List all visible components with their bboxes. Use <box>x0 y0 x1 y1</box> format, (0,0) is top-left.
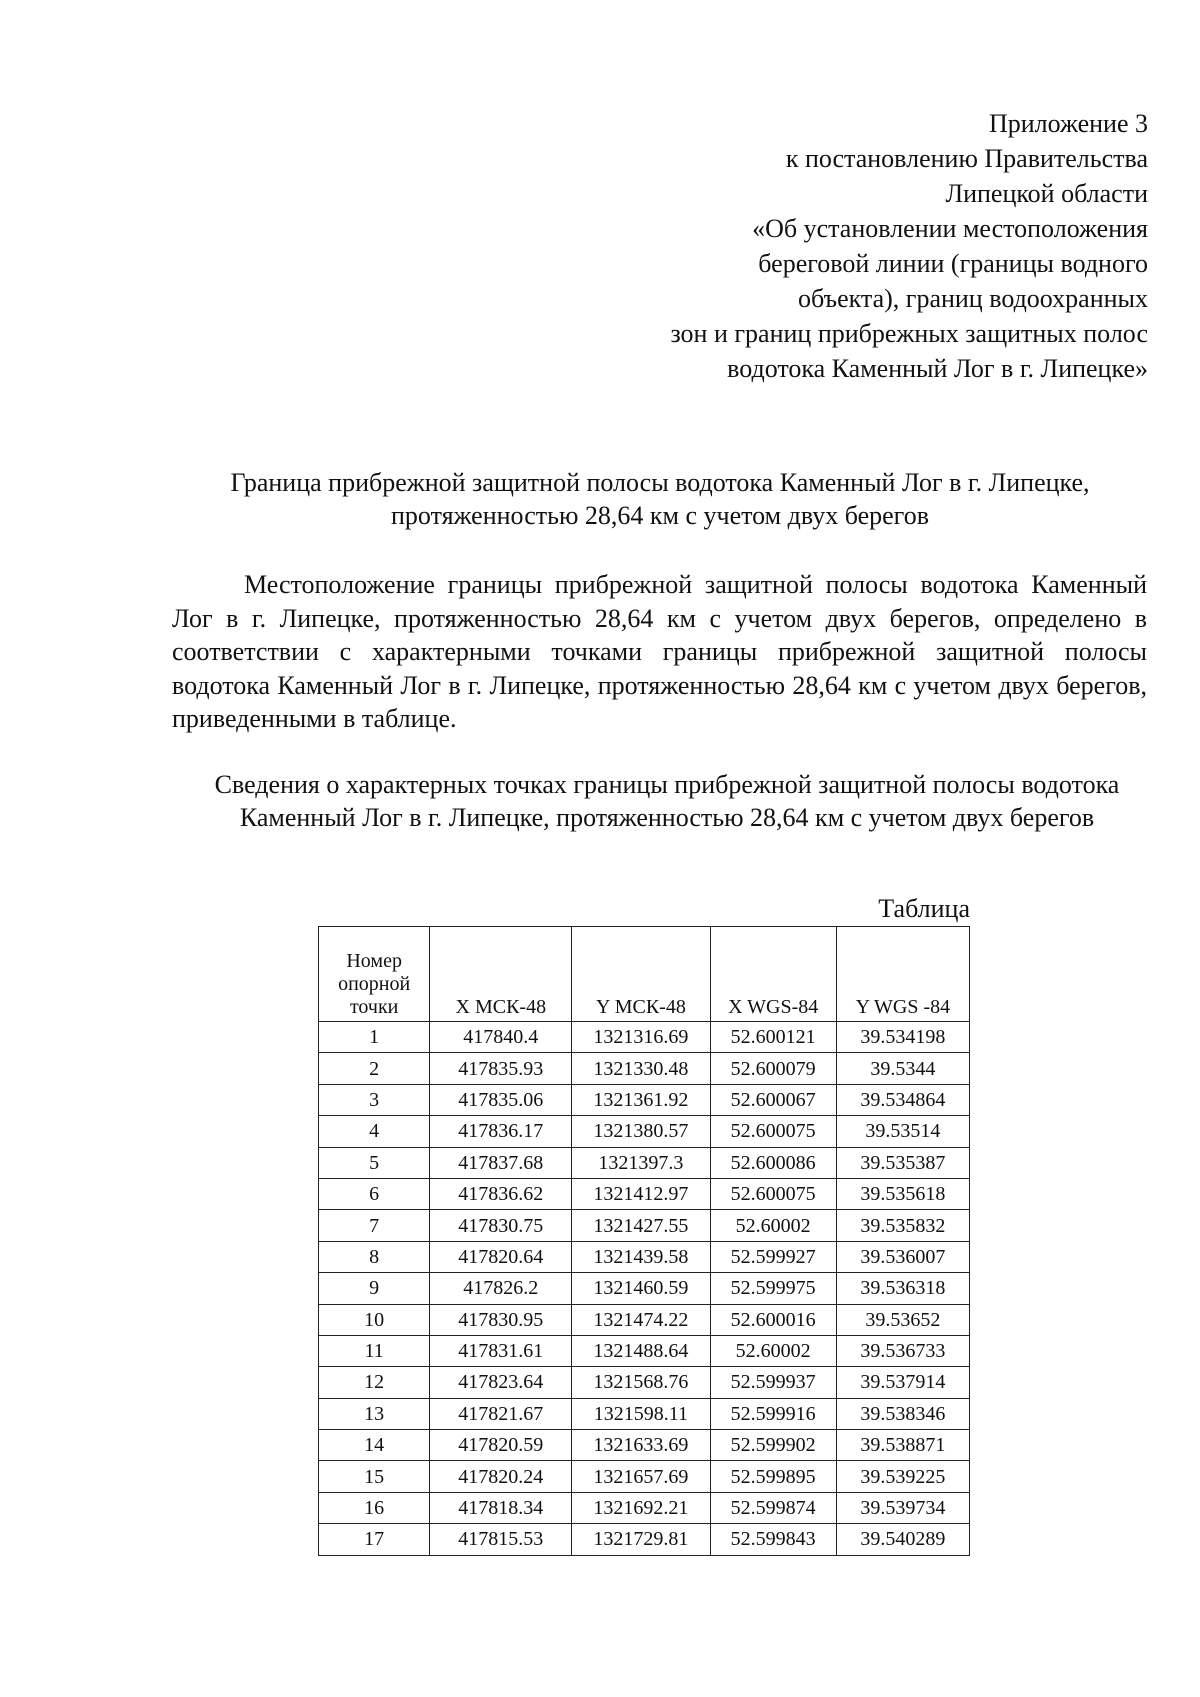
cell-x-msk: 417823.64 <box>430 1367 572 1398</box>
cell-y-wgs: 39.53652 <box>836 1304 969 1335</box>
cell-y-wgs: 39.536318 <box>836 1273 969 1304</box>
table-row <box>319 1210 970 1241</box>
cell-x-wgs: 52.600075 <box>710 1178 836 1209</box>
cell-point-number: 13 <box>319 1398 430 1429</box>
cell-y-wgs: 39.535618 <box>836 1178 969 1209</box>
cell-y-msk: 1321427.55 <box>572 1210 710 1241</box>
cell-point-number: 15 <box>319 1461 430 1492</box>
table-row <box>319 1461 970 1492</box>
cell-x-msk: 417818.34 <box>430 1492 572 1523</box>
table-row <box>319 1022 970 1053</box>
table-row <box>319 1398 970 1429</box>
cell-x-msk: 417830.75 <box>430 1210 572 1241</box>
cell-y-wgs: 39.534864 <box>836 1084 969 1115</box>
cell-y-wgs: 39.536007 <box>836 1241 969 1272</box>
table-label: Таблица <box>878 894 970 923</box>
cell-x-wgs: 52.599975 <box>710 1273 836 1304</box>
heading-line-2: протяженностью 28,64 км с учетом двух берегов <box>391 501 929 530</box>
appendix-line: к постановлению Правительства <box>785 144 1148 173</box>
cell-y-wgs: 39.539225 <box>836 1461 969 1492</box>
appendix-line: объекта), границ водоохранных <box>798 284 1148 313</box>
cell-y-msk: 1321412.97 <box>572 1178 710 1209</box>
table-row <box>319 1241 970 1272</box>
appendix-line: «Об установлении местоположения <box>752 214 1148 243</box>
cell-y-msk: 1321330.48 <box>572 1053 710 1084</box>
cell-point-number: 17 <box>319 1524 430 1555</box>
table-row <box>319 1492 970 1523</box>
cell-point-number: 6 <box>319 1178 430 1209</box>
cell-x-wgs: 52.599874 <box>710 1492 836 1523</box>
table-row <box>319 1178 970 1209</box>
cell-x-wgs: 52.600086 <box>710 1147 836 1178</box>
cell-y-wgs: 39.538871 <box>836 1430 969 1461</box>
cell-y-wgs: 39.536733 <box>836 1335 969 1366</box>
coordinates-table <box>318 926 970 1556</box>
header-x-msk: X МСК-48 <box>430 927 572 1022</box>
header-y-wgs: Y WGS -84 <box>836 927 969 1022</box>
cell-x-wgs: 52.599895 <box>710 1461 836 1492</box>
appendix-line: зон и границ прибрежных защитных полос <box>670 319 1148 348</box>
cell-x-msk: 417835.06 <box>430 1084 572 1115</box>
cell-x-wgs: 52.599902 <box>710 1430 836 1461</box>
cell-y-wgs: 39.534198 <box>836 1022 969 1053</box>
cell-x-wgs: 52.60002 <box>710 1335 836 1366</box>
cell-y-wgs: 39.535387 <box>836 1147 969 1178</box>
cell-x-msk: 417830.95 <box>430 1304 572 1335</box>
cell-y-wgs: 39.540289 <box>836 1524 969 1555</box>
cell-x-wgs: 52.600067 <box>710 1084 836 1115</box>
cell-x-wgs: 52.600121 <box>710 1022 836 1053</box>
document-heading <box>170 466 1150 532</box>
table-row <box>319 1084 970 1115</box>
cell-point-number: 10 <box>319 1304 430 1335</box>
cell-point-number: 16 <box>319 1492 430 1523</box>
table-row <box>319 1147 970 1178</box>
cell-y-msk: 1321316.69 <box>572 1022 710 1053</box>
table-header-row <box>319 927 970 1022</box>
body-paragraph: Местоположение границы прибрежной защитной полосы водотока Каменный Лог в г. Липецке, протяженностью 28,64 км с учетом двух берегов, определено в соответствии с характерными точками границы прибрежной защитной полосы водотока Каменный Лог в г. Липецке, протяженностью 28,64 км с учетом двух берегов, приведенными в таблице. <box>172 570 1147 733</box>
heading-line-1: Граница прибрежной защитной полосы водотока Каменный Лог в г. Липецке, <box>230 468 1090 497</box>
cell-y-wgs: 39.53514 <box>836 1116 969 1147</box>
cell-y-wgs: 39.5344 <box>836 1053 969 1084</box>
appendix-line: Приложение 3 <box>988 109 1148 138</box>
cell-point-number: 2 <box>319 1053 430 1084</box>
cell-x-msk: 417837.68 <box>430 1147 572 1178</box>
appendix-block <box>528 106 1148 386</box>
cell-y-msk: 1321657.69 <box>572 1461 710 1492</box>
cell-x-wgs: 52.600016 <box>710 1304 836 1335</box>
appendix-line: водотока Каменный Лог в г. Липецке» <box>727 354 1148 383</box>
cell-point-number: 11 <box>319 1335 430 1366</box>
header-point-number: Номер опорной точки <box>319 927 430 1022</box>
cell-y-msk: 1321380.57 <box>572 1116 710 1147</box>
cell-y-wgs: 39.535832 <box>836 1210 969 1241</box>
table-row <box>319 1053 970 1084</box>
cell-y-msk: 1321598.11 <box>572 1398 710 1429</box>
cell-y-msk: 1321361.92 <box>572 1084 710 1115</box>
cell-x-wgs: 52.599843 <box>710 1524 836 1555</box>
cell-x-wgs: 52.599937 <box>710 1367 836 1398</box>
cell-x-msk: 417820.64 <box>430 1241 572 1272</box>
cell-point-number: 4 <box>319 1116 430 1147</box>
cell-y-msk: 1321633.69 <box>572 1430 710 1461</box>
cell-point-number: 12 <box>319 1367 430 1398</box>
cell-y-msk: 1321729.81 <box>572 1524 710 1555</box>
table-row <box>319 1524 970 1555</box>
table-row <box>319 1430 970 1461</box>
table-row <box>319 1273 970 1304</box>
cell-x-msk: 417826.2 <box>430 1273 572 1304</box>
cell-x-wgs: 52.599927 <box>710 1241 836 1272</box>
appendix-line: береговой линии (границы водного <box>758 249 1148 278</box>
cell-y-msk: 1321488.64 <box>572 1335 710 1366</box>
table-caption: Сведения о характерных точках границы прибрежной защитной полосы водотока Каменный Лог в г. Липецке, протяженностью 28,64 км с учетом двух берегов <box>214 770 1120 832</box>
appendix-line: Липецкой области <box>945 179 1148 208</box>
cell-point-number: 1 <box>319 1022 430 1053</box>
cell-x-wgs: 52.599916 <box>710 1398 836 1429</box>
cell-x-msk: 417835.93 <box>430 1053 572 1084</box>
cell-y-wgs: 39.537914 <box>836 1367 969 1398</box>
cell-x-msk: 417831.61 <box>430 1335 572 1366</box>
cell-x-msk: 417836.62 <box>430 1178 572 1209</box>
cell-point-number: 14 <box>319 1430 430 1461</box>
table-row <box>319 1116 970 1147</box>
cell-y-wgs: 39.539734 <box>836 1492 969 1523</box>
header-y-msk: Y МСК-48 <box>572 927 710 1022</box>
cell-y-msk: 1321397.3 <box>572 1147 710 1178</box>
cell-x-wgs: 52.600079 <box>710 1053 836 1084</box>
table-row <box>319 1335 970 1366</box>
cell-y-wgs: 39.538346 <box>836 1398 969 1429</box>
cell-point-number: 3 <box>319 1084 430 1115</box>
cell-y-msk: 1321568.76 <box>572 1367 710 1398</box>
cell-point-number: 7 <box>319 1210 430 1241</box>
cell-y-msk: 1321474.22 <box>572 1304 710 1335</box>
cell-x-msk: 417815.53 <box>430 1524 572 1555</box>
cell-point-number: 8 <box>319 1241 430 1272</box>
cell-x-msk: 417820.59 <box>430 1430 572 1461</box>
cell-x-msk: 417840.4 <box>430 1022 572 1053</box>
cell-x-wgs: 52.600075 <box>710 1116 836 1147</box>
cell-y-msk: 1321460.59 <box>572 1273 710 1304</box>
header-x-wgs: X WGS-84 <box>710 927 836 1022</box>
cell-x-msk: 417836.17 <box>430 1116 572 1147</box>
cell-y-msk: 1321692.21 <box>572 1492 710 1523</box>
cell-x-wgs: 52.60002 <box>710 1210 836 1241</box>
table-row <box>319 1367 970 1398</box>
cell-x-msk: 417821.67 <box>430 1398 572 1429</box>
cell-x-msk: 417820.24 <box>430 1461 572 1492</box>
cell-point-number: 9 <box>319 1273 430 1304</box>
cell-y-msk: 1321439.58 <box>572 1241 710 1272</box>
cell-point-number: 5 <box>319 1147 430 1178</box>
table-row <box>319 1304 970 1335</box>
